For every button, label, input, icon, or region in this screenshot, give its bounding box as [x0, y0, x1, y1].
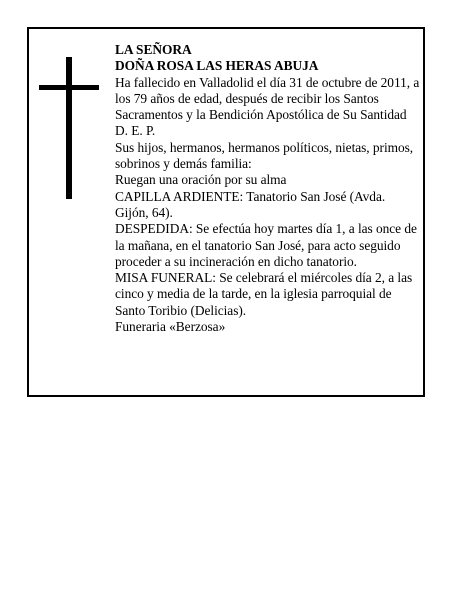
funeral-mass-info: MISA FUNERAL: Se celebrará el miércoles día 2, a las cinco y media de la tarde, en la iglesia parroquial de Santo Toribio (Delicias).: [115, 270, 413, 318]
funeral-home: Funeraria «Berzosa»: [115, 319, 226, 335]
farewell-info: DESPEDIDA: Se efectúa hoy martes día 1, a las once de la mañana, en el tanatorio San José, para acto seguido proceder a su incineración en dicho tanatorio.: [115, 221, 417, 269]
cross-icon: [39, 57, 99, 199]
cross-vertical-bar: [66, 57, 72, 199]
chapel-info: CAPILLA ARDIENTE: Tanatorio San José (Avda. Gijón, 64).: [115, 188, 386, 220]
deceased-name: DOÑA ROSA LAS HERAS ABUJA: [115, 58, 319, 74]
notice-text: [115, 42, 421, 335]
prayer-request: Ruegan una oración por su alma: [115, 172, 287, 188]
obituary-notice: [27, 27, 425, 397]
death-announcement: Ha fallecido en Valladolid el día 31 de octubre de 2011, a los 79 años de edad, después de recibir los Santos Sacramentos y la Bendición Apostólica de Su Santidad D. E. P.: [115, 74, 420, 139]
family-line: Sus hijos, hermanos, hermanos políticos, nietas, primos, sobrinos y demás familia:: [115, 139, 414, 172]
notice-heading: LA SEÑORA: [115, 42, 192, 57]
cross-horizontal-bar: [39, 85, 99, 90]
